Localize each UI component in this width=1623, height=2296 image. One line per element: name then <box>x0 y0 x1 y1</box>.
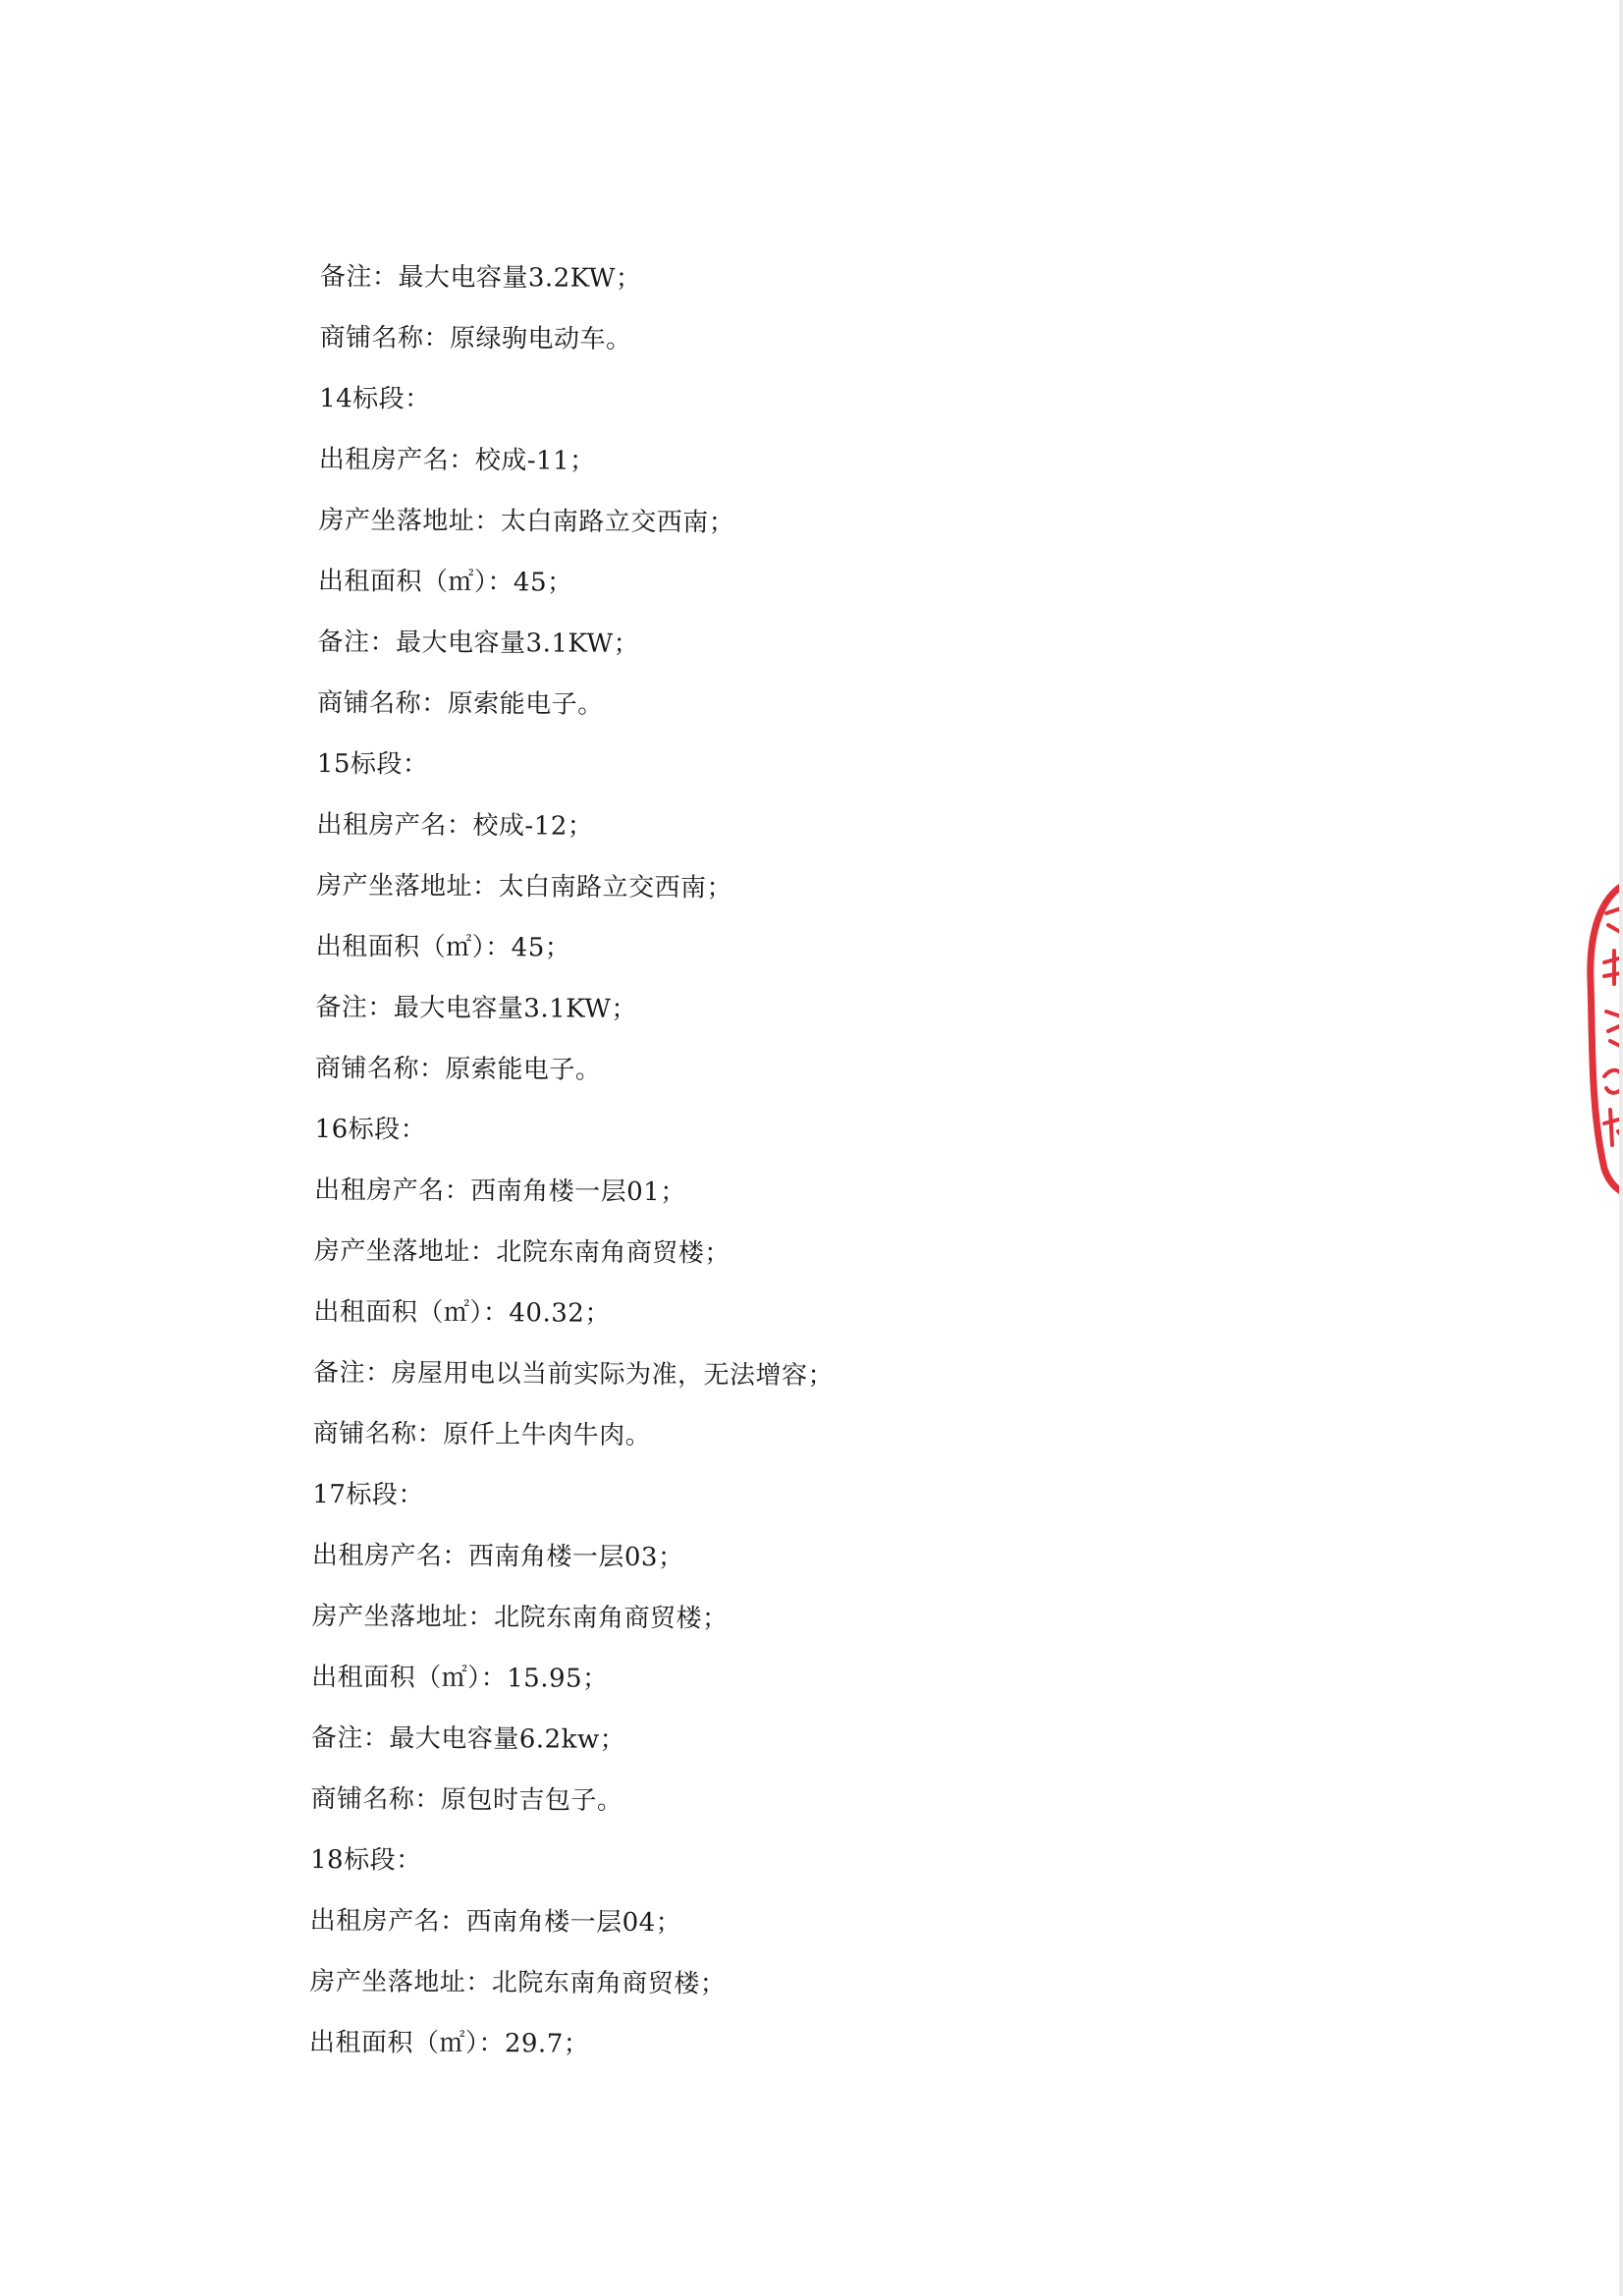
red-seal-stamp-icon <box>1561 874 1623 1198</box>
document-line: 商铺名称：原索能电子。 <box>317 687 604 720</box>
document-line: 商铺名称：原仟上牛肉牛肉。 <box>312 1418 652 1451</box>
document-line: 出租面积（㎡）：15.95； <box>311 1662 609 1694</box>
section-heading: 18标段： <box>309 1844 422 1876</box>
section-heading: 17标段： <box>312 1479 424 1510</box>
document-line: 房产坐落地址：北院东南角商贸楼； <box>311 1601 729 1634</box>
section-heading: 14标段： <box>319 383 431 414</box>
section-heading: 15标段： <box>316 748 429 780</box>
document-line: 备注：房屋用电以当前实际为准，无法增容； <box>312 1357 835 1392</box>
document-line: 商铺名称：原索能电子。 <box>314 1053 602 1085</box>
document-line: 商铺名称：原绿驹电动车。 <box>319 322 632 355</box>
document-line: 备注：最大电容量6.2kw； <box>310 1722 626 1755</box>
document-line: 房产坐落地址：北院东南角商贸楼； <box>309 1966 727 1999</box>
document-line: 房产坐落地址：太白南路立交西南； <box>315 870 733 903</box>
document-line: 备注：最大电容量3.1KW； <box>315 992 637 1024</box>
document-line: 房产坐落地址：北院东南角商贸楼； <box>313 1235 730 1269</box>
document-line: 出租面积（㎡）：45； <box>317 566 573 598</box>
page-edge <box>1619 0 1623 2296</box>
document-line: 备注：最大电容量3.1KW； <box>317 627 640 659</box>
document-line: 出租房产名：西南角楼一层01； <box>314 1175 686 1208</box>
document-body <box>309 257 840 2087</box>
document-line: 出租房产名：西南角楼一层04； <box>309 1905 682 1939</box>
document-line: 备注：最大电容量3.2KW； <box>319 261 642 295</box>
document-line: 出租面积（㎡）：29.7； <box>308 2027 590 2059</box>
document-line: 出租房产名：校成-12； <box>316 809 594 842</box>
document-line: 出租房产名：西南角楼一层03； <box>311 1540 684 1573</box>
document-line: 出租房产名：校成-11； <box>318 444 596 476</box>
section-heading: 16标段： <box>314 1114 427 1145</box>
document-line: 房产坐落地址：太白南路立交西南； <box>318 505 735 538</box>
document-line: 出租面积（㎡）：40.32； <box>313 1296 611 1329</box>
document-line: 商铺名称：原包时吉包子。 <box>310 1783 623 1816</box>
document-line: 出租面积（㎡）：45； <box>315 931 571 963</box>
